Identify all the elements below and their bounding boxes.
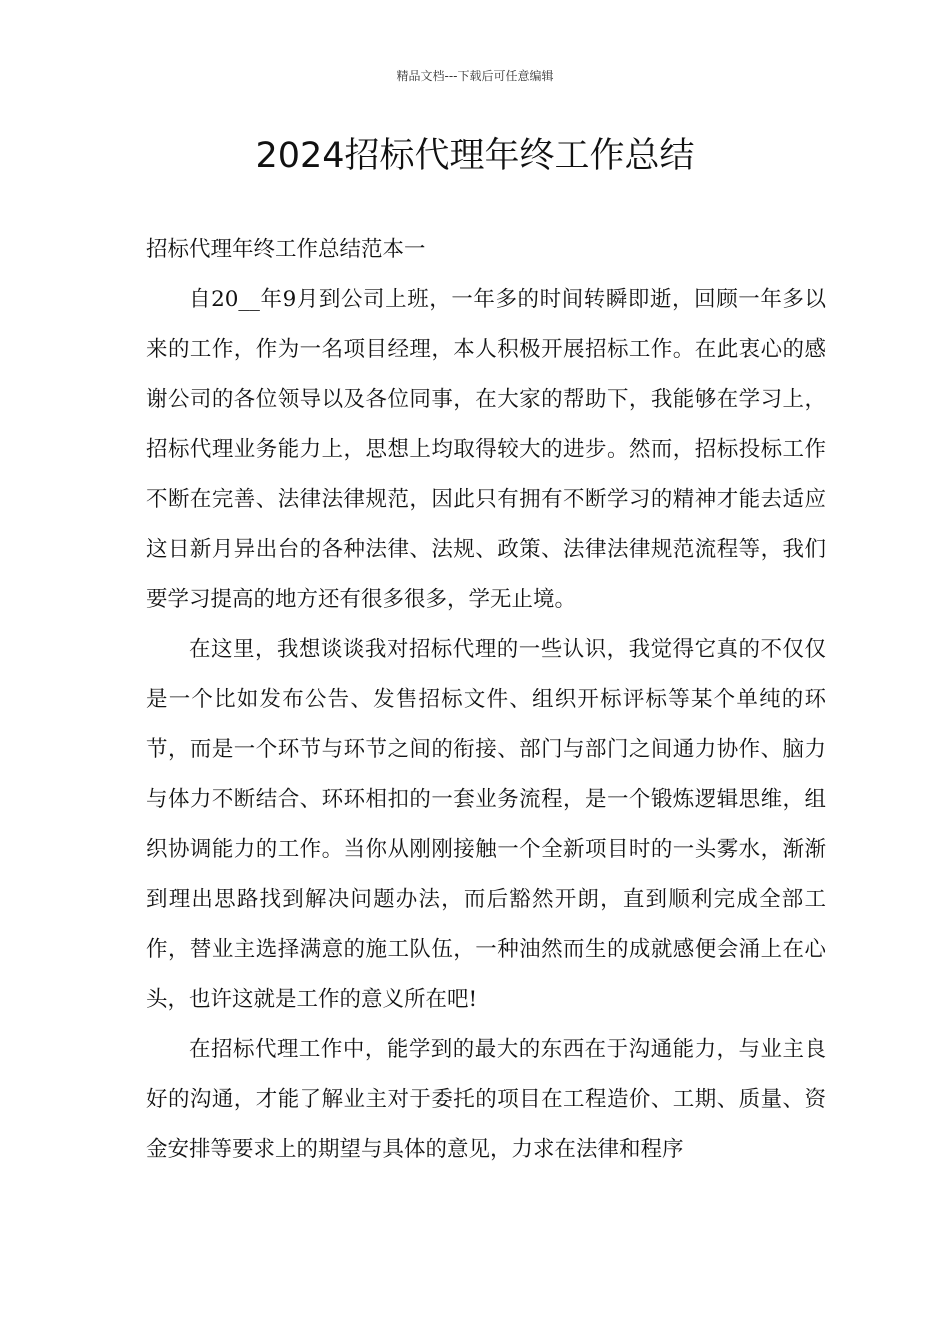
- document-body: [146, 225, 826, 1175]
- section-subtitle: 招标代理年终工作总结范本一: [146, 237, 426, 262]
- body-paragraph-3: 在招标代理工作中，能学到的最大的东西在于沟通能力，与业主良好的沟通，才能了解业主对于委托的项目在工程造价、工期、质量、资金安排等要求上的期望与具体的意见，力求在法律和程序: [146, 1037, 826, 1162]
- document-title: 2024招标代理年终工作总结: [255, 136, 695, 176]
- body-paragraph-2: 在这里，我想谈谈我对招标代理的一些认识，我觉得它真的不仅仅是一个比如发布公告、发售招标文件、组织开标评标等某个单纯的环节，而是一个环节与环节之间的衔接、部门与部门之间通力协作、脑力与体力不断结合、环环相扣的一套业务流程，是一个锻炼逻辑思维，组织协调能力的工作。当你从刚刚接触一个全新项目时的一头雾水，渐渐到理出思路找到解决问题办法，而后豁然开朗，直到顺利完成全部工作，替业主选择满意的施工队伍，一种油然而生的成就感便会涌上在心头，也许这就是工作的意义所在吧!: [146, 637, 826, 1012]
- header-note: 精品文档---下载后可任意编辑: [396, 69, 554, 83]
- body-paragraph-1: 自20__年9月到公司上班，一年多的时间转瞬即逝，回顾一年多以来的工作，作为一名项目经理，本人积极开展招标工作。在此衷心的感谢公司的各位领导以及各位同事，在大家的帮助下，我能够在学习上，招标代理业务能力上，思想上均取得较大的进步。然而，招标投标工作不断在完善、法律法律规范，因此只有拥有不断学习的精神才能去适应这日新月异出台的各种法律、法规、政策、法律法律规范流程等，我们要学习提高的地方还有很多很多，学无止境。: [146, 287, 826, 612]
